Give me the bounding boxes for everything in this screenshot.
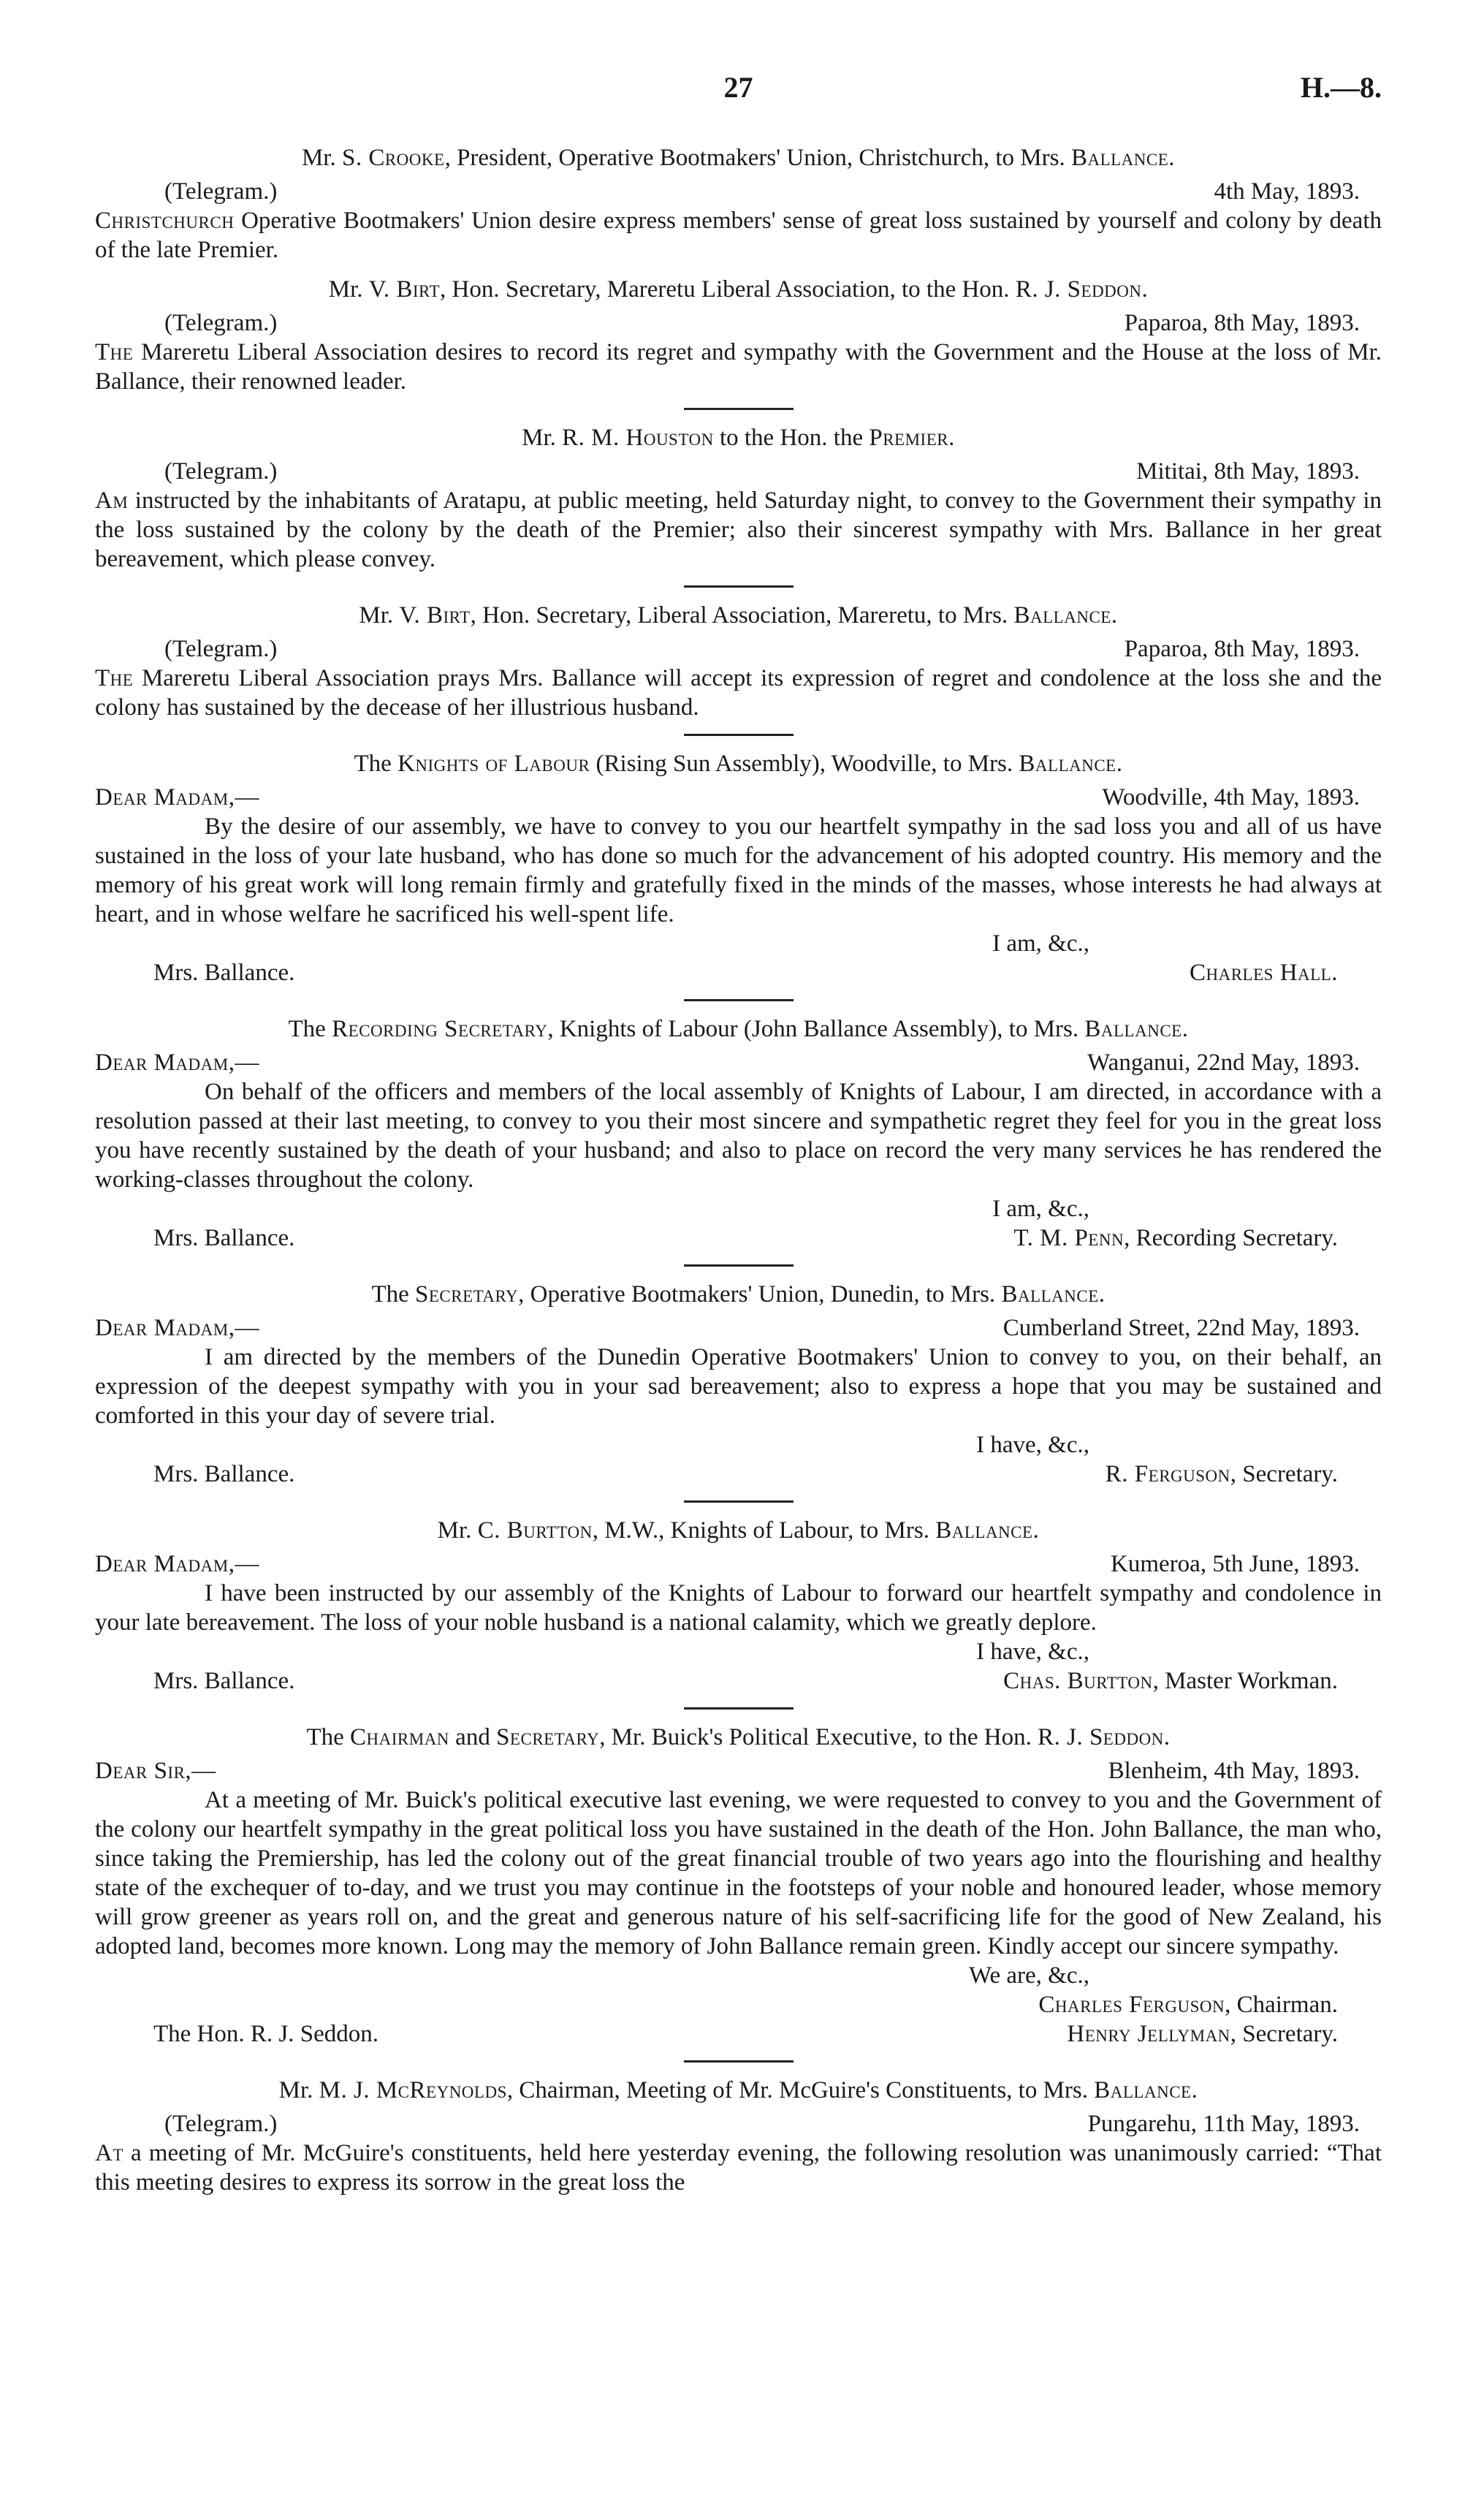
signature-row — [95, 1666, 1382, 1696]
letter-crooke — [95, 143, 1382, 265]
letter-heading: Mr. S. Crooke, President, Operative Bootmakers' Union, Christchurch, to Mrs. Ballance. — [301, 145, 1176, 171]
letter-heading: The Knights of Labour (Rising Sun Assembly), Woodville, to Mrs. Ballance. — [354, 751, 1123, 777]
letter-meta — [95, 1549, 1382, 1579]
signature-row — [95, 2019, 1382, 2049]
signer: R. Ferguson, Secretary. — [1105, 1461, 1338, 1487]
signature-row — [95, 1223, 1382, 1253]
letter-date: Wanganui, 22nd May, 1893. — [1087, 1050, 1360, 1076]
letter-date: Paparoa, 8th May, 1893. — [1124, 636, 1360, 662]
addressee: Mrs. Ballance. — [153, 1461, 295, 1487]
divider-rule — [684, 408, 794, 410]
letter-body: On behalf of the officers and members of the local assembly of Knights of Labour, I am directed, in accordance with a resolution passed at their last meeting, to convey to you their most sincere and sympathetic regret they feel for you in the great loss you have recently sustained by the death of your husband; and also to place on record the very many services he has rendered the working-classes throughout the colony. — [95, 1079, 1382, 1193]
letter-meta — [95, 308, 1382, 338]
letter-knights-woodville — [95, 749, 1382, 987]
telegram-label: (Telegram.) — [164, 458, 278, 485]
divider-rule — [684, 2060, 794, 2063]
letter-heading: Mr. C. Burtton, M.W., Knights of Labour, to Mrs. Ballance. — [437, 1517, 1040, 1544]
letter-meta — [95, 2109, 1382, 2139]
addressee: Mrs. Ballance. — [153, 960, 295, 986]
signature-row — [95, 958, 1382, 987]
signer-chairman: Charles Ferguson, Chairman. — [1038, 1992, 1338, 2018]
letter-date: Pungarehu, 11th May, 1893. — [1087, 2111, 1360, 2137]
letter-meta — [95, 457, 1382, 486]
signer-secretary: Henry Jellyman, Secretary. — [1067, 2021, 1338, 2047]
letter-body: The Mareretu Liberal Association prays Mrs. Ballance will accept its expression of regret and condolence at the loss she and the colony has sustained by the decease of her illustrious husband. — [95, 665, 1382, 721]
letter-body: At a meeting of Mr. McGuire's constituents, held here yesterday evening, the following resolution was unanimously carried: “That this meeting desires to express its sorrow in the great loss the — [95, 2140, 1382, 2196]
letter-heading: The Recording Secretary, Knights of Labour (John Ballance Assembly), to Mrs. Ballance. — [288, 1016, 1189, 1042]
letter-houston — [95, 423, 1382, 574]
letter-burtton — [95, 1516, 1382, 1696]
letter-heading: Mr. V. Birt, Hon. Secretary, Mareretu Liberal Association, to the Hon. R. J. Seddon. — [328, 276, 1149, 303]
letter-date: Mititai, 8th May, 1893. — [1136, 458, 1360, 485]
letter-date: Cumberland Street, 22nd May, 1893. — [1002, 1315, 1360, 1341]
divider-rule — [684, 999, 794, 1001]
letter-dunedin-secretary — [95, 1280, 1382, 1489]
divider-rule — [684, 1707, 794, 1710]
letter-meta — [95, 177, 1382, 206]
letter-heading: The Chairman and Secretary, Mr. Buick's Political Executive, to the Hon. R. J. Seddon. — [306, 1724, 1171, 1750]
divider-rule — [684, 1500, 794, 1503]
signer: Chas. Burtton, Master Workman. — [1003, 1668, 1338, 1694]
signature-row — [95, 1460, 1382, 1489]
signer: T. M. Penn, Recording Secretary. — [1013, 1225, 1338, 1251]
telegram-label: (Telegram.) — [164, 310, 278, 336]
telegram-label: (Telegram.) — [164, 636, 278, 662]
letter-body: At a meeting of Mr. Buick's political executive last evening, we were requested to convey to you and the Government of the colony our heartfelt sympathy in the great political loss you have sustained in the death of the Hon. John Ballance, the man who, since taking the Premiership, has led the colony out of the great financial trouble of two years ago into the flourishing and healthy state of the exchequer of to-day, and we trust you may continue in the footsteps of your noble and honoured leader, whose memory will grow greener as years roll on, and the great and generous nature of his self-sacrificing life for the good of New Zealand, his adopted land, becomes more known. Long may the memory of John Ballance remain green. Kindly accept our sincere sympathy. — [95, 1787, 1382, 1959]
document-reference: H.—8. — [1300, 71, 1382, 104]
letter-date: Blenheim, 4th May, 1893. — [1108, 1758, 1360, 1784]
letter-mcreynolds — [95, 2076, 1382, 2197]
page-header — [95, 73, 1382, 124]
letter-date: Paparoa, 8th May, 1893. — [1124, 310, 1360, 336]
signer: Charles Hall. — [1189, 960, 1338, 986]
letter-meta — [95, 1313, 1382, 1343]
letter-meta — [95, 634, 1382, 664]
letter-date: 4th May, 1893. — [1214, 178, 1360, 205]
closing: I have, &c., — [976, 1639, 1089, 1665]
letter-body: Am instructed by the inhabitants of Aratapu, at public meeting, held Saturday night, to convey to the Government their sympathy in the loss sustained by the colony by the death of the Premier; also their sincerest sympathy with Mrs. Ballance in her great bereavement, which please convey. — [95, 487, 1382, 572]
letter-recording-secretary — [95, 1014, 1382, 1253]
letter-meta — [95, 783, 1382, 812]
addressee: Mrs. Ballance. — [153, 1668, 295, 1694]
letter-heading: Mr. M. J. McReynolds, Chairman, Meeting of Mr. McGuire's Constituents, to Mrs. Ballance. — [278, 2077, 1198, 2103]
salutation: Dear Madam,— — [95, 1315, 259, 1341]
letter-heading: The Secretary, Operative Bootmakers' Union, Dunedin, to Mrs. Ballance. — [371, 1281, 1106, 1308]
letter-birt-ballance — [95, 601, 1382, 722]
letter-body: The Mareretu Liberal Association desires to record its regret and sympathy with the Government and the House at the loss of Mr. Ballance, their renowned leader. — [95, 339, 1382, 395]
closing: I am, &c., — [992, 930, 1089, 957]
letter-body: By the desire of our assembly, we have to convey to you our heartfelt sympathy in the sad loss you and all of us have sustained in the loss of your late husband, who has done so much for the advancement of his adopted country. His memory and the memory of his great work will long remain firmly and gratefully fixed in the minds of the masses, whose interests he had always at heart, and in whose welfare he sacrificed his well-spent life. — [95, 813, 1382, 927]
page-number: 27 — [723, 71, 753, 104]
letter-body: Christchurch Operative Bootmakers' Union desire express members' sense of great loss sustained by yourself and colony by death of the late Premier. — [95, 208, 1382, 263]
divider-rule — [684, 585, 794, 588]
divider-rule — [684, 734, 794, 736]
telegram-label: (Telegram.) — [164, 178, 278, 205]
closing: I have, &c., — [976, 1432, 1089, 1458]
letter-body: I am directed by the members of the Dunedin Operative Bootmakers' Union to convey to you, on their behalf, an expression of the deepest sympathy with you in your sad bereavement; also to express a hope that you may be sustained and comforted in this your day of severe trial. — [95, 1344, 1382, 1429]
closing: We are, &c., — [969, 1962, 1089, 1989]
letter-body: I have been instructed by our assembly of the Knights of Labour to forward our heartfelt sympathy and condolence in your late bereavement. The loss of your noble husband is a national calamity, which we greatly deplore. — [95, 1580, 1382, 1636]
letter-heading: Mr. R. M. Houston to the Hon. the Premier. — [522, 425, 955, 451]
letter-heading: Mr. V. Birt, Hon. Secretary, Liberal Association, Mareretu, to Mrs. Ballance. — [359, 602, 1118, 629]
addressee: Mrs. Ballance. — [153, 1225, 295, 1251]
salutation: Dear Sir,— — [95, 1758, 216, 1784]
letter-meta — [95, 1756, 1382, 1786]
divider-rule — [684, 1264, 794, 1267]
letter-date: Woodville, 4th May, 1893. — [1102, 784, 1360, 811]
letter-date: Kumeroa, 5th June, 1893. — [1111, 1551, 1360, 1577]
letter-meta — [95, 1048, 1382, 1077]
letter-birt-seddon — [95, 275, 1382, 396]
telegram-label: (Telegram.) — [164, 2111, 278, 2137]
salutation: Dear Madam,— — [95, 1050, 259, 1076]
salutation: Dear Madam,— — [95, 784, 259, 811]
letter-buick-executive — [95, 1723, 1382, 2049]
closing: I am, &c., — [992, 1196, 1089, 1222]
salutation: Dear Madam,— — [95, 1551, 259, 1577]
addressee: The Hon. R. J. Seddon. — [153, 2021, 378, 2047]
